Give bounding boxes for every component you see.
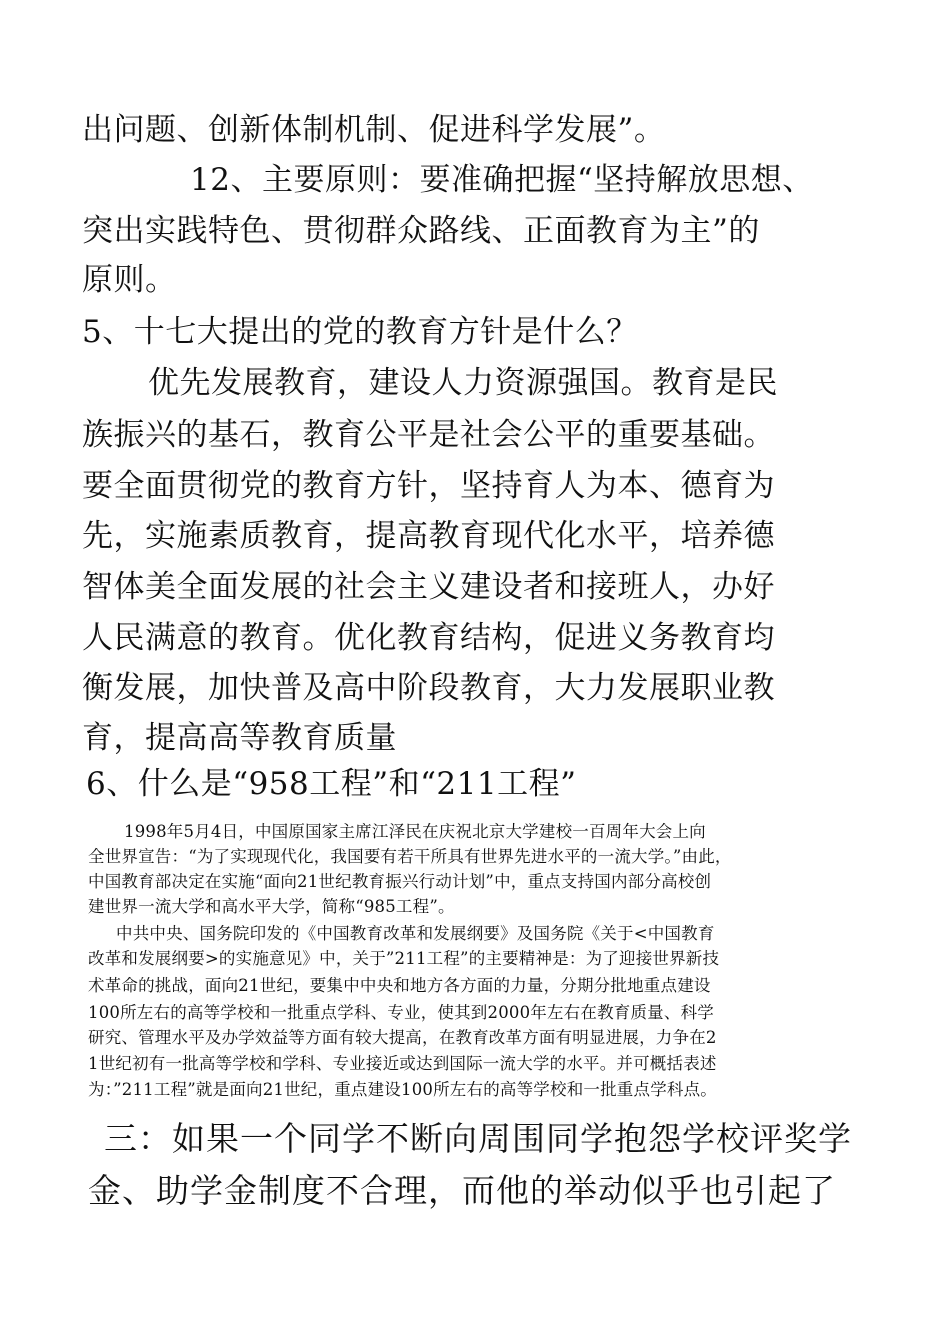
- principle-line-3: 原则。: [82, 262, 177, 298]
- para-985-line: 中国教育部决定在实施“面向21世纪教育振兴行动计划”中，重点支持国内部分高校创: [88, 872, 712, 891]
- q5-body-line: 育，提高高等教育质量: [82, 720, 397, 756]
- para-985-line: 建世界一流大学和高水平大学，简称“985工程”。: [88, 897, 455, 916]
- para-211-line: 改革和发展纲要>的实施意见》中，关于”211工程”的主要精神是：为了迎接世界新技: [88, 949, 720, 968]
- para-211-line: 研究、管理水平及办学效益等方面有较大提高，在教育改革方面有明显进展，力争在2: [88, 1028, 717, 1047]
- principle-line-2: 突出实践特色、贯彻群众路线、正面教育为主”的: [82, 213, 760, 249]
- para-211-line: 术革命的挑战，面向21世纪，要集中中央和地方各方面的力量，分期分批地重点建设: [88, 976, 711, 995]
- section-3-line-1: 三：如果一个同学不断向周围同学抱怨学校评奖学: [104, 1119, 852, 1158]
- q5-body-line: 衡发展，加快普及高中阶段教育，大力发展职业教: [82, 670, 775, 706]
- para-211-line: 中共中央、国务院印发的《中国教育改革和发展纲要》及国务院《关于<中国教育: [116, 924, 715, 943]
- q5-body-line: 人民满意的教育。优化教育结构，促进义务教育均: [82, 620, 775, 656]
- q5-body-line: 族振兴的基石，教育公平是社会公平的重要基础。: [82, 417, 775, 453]
- q5-body-line: 智体美全面发展的社会主义建设者和接班人，办好: [82, 569, 775, 605]
- para-211-line: 为：”211工程”就是面向21世纪，重点建设100所左右的高等学校和一批重点学科点。: [88, 1080, 718, 1099]
- q5-body-line: 先，实施素质教育，提高教育现代化水平，培养德: [82, 518, 775, 554]
- question-6-heading: 6、什么是“958工程”和“211工程”: [86, 766, 577, 802]
- para-985-line: 全世界宣告：“为了实现现代化，我国要有若干所具有世界先进水平的一流大学。”由此，: [88, 847, 732, 866]
- q5-body-line: 要全面贯彻党的教育方针，坚持育人为本、德育为: [82, 468, 775, 504]
- para-211-line: 1世纪初有一批高等学校和学科、专业接近或达到国际一流大学的水平。并可概括表述: [88, 1054, 717, 1073]
- para-985-line: 1998年5月4日，中国原国家主席江泽民在庆祝北京大学建校一百周年大会上向: [124, 822, 706, 841]
- paragraph-continuation: 出问题、创新体制机制、促进科学发展”。: [82, 112, 666, 148]
- para-211-line: 100所左右的高等学校和一批重点学科、专业，使其到2000年左右在教育质量、科学: [88, 1003, 714, 1022]
- question-5-heading: 5、十七大提出的党的教育方针是什么？: [82, 314, 638, 350]
- section-3-line-2: 金、助学金制度不合理，而他的举动似乎也引起了: [88, 1171, 836, 1210]
- q5-body-line: 优先发展教育，建设人力资源强国。教育是民: [148, 365, 778, 401]
- principle-line-1: 12、主要原则：要准确把握“坚持解放思想、: [190, 162, 814, 198]
